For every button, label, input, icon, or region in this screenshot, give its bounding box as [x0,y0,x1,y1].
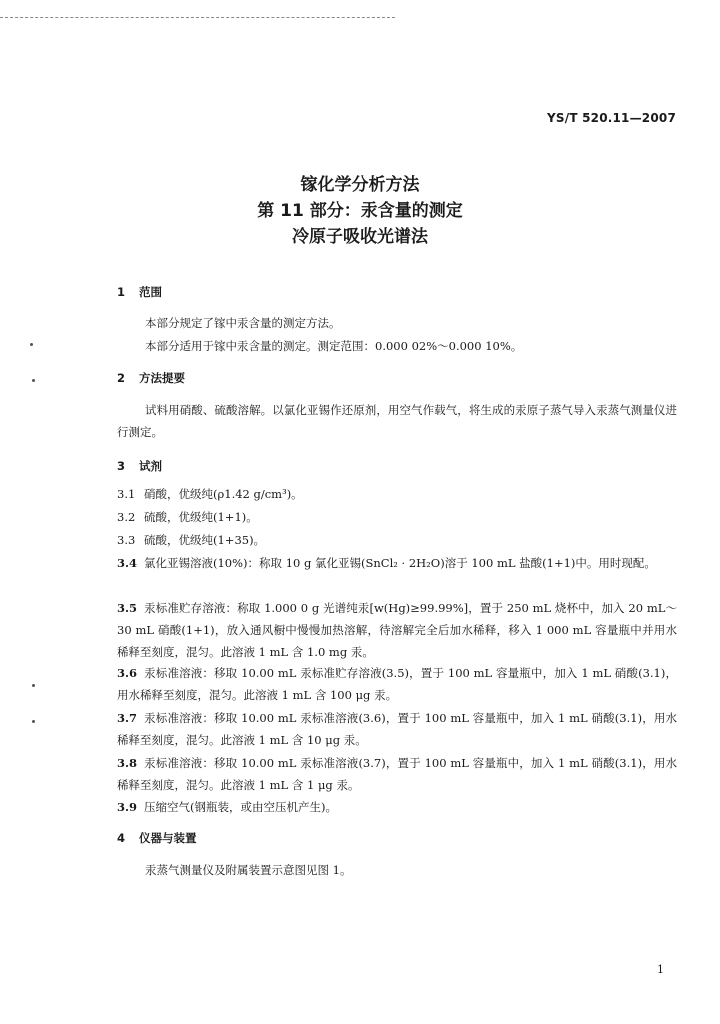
reagent-item [117,506,677,528]
document-title [0,172,720,250]
reagent-item [117,597,677,663]
item-number: 3.3 [117,533,136,547]
title-line-3: 冷原子吸收光谱法 [292,227,428,247]
margin-mark [32,684,35,687]
section-title: 仪器与装置 [139,831,197,845]
title-line-2: 第 11 部分：汞含量的测定 [257,201,463,221]
section-title: 范围 [139,285,162,299]
item-number: 3.2 [117,510,136,524]
paragraph: 汞蒸气测量仪及附属装置示意图见图 1。 [145,863,352,877]
item-text: 汞标准溶液：移取 10.00 mL 汞标准贮存溶液(3.5)，置于 100 mL 容量瓶中，加入 1 mL 硝酸(3.1)，用水稀释至刻度，混匀。此溶液 1 mL 含 100 μg 汞。 [117,666,677,702]
paragraph: 本部分适用于镓中汞含量的测定。测定范围：0.000 02%～0.000 10%。 [145,339,523,353]
paragraph: 试料用硝酸、硫酸溶解。以氯化亚锡作还原剂，用空气作载气，将生成的汞原子蒸气导入汞蒸气测量仪进行测定。 [117,403,677,439]
reagent-item [117,752,677,796]
section-number: 1 [117,285,126,299]
reagent-item [117,552,677,574]
item-text: 汞标准贮存溶液：称取 1.000 0 g 光谱纯汞[w(Hg)≥99.99%]，置于 250 mL 烧杯中，加入 20 mL～30 mL 硝酸(1+1)，放入通风橱中慢慢加热溶解，待溶解完全后加水稀释，移入 1 000 mL 容量瓶中并用水稀释至刻度，混匀。此溶液 1 mL 含 1.0 mg 汞。 [117,601,677,659]
item-text: 硫酸，优级纯(1+1)。 [144,510,258,524]
item-number: 3.6 [117,666,138,680]
item-text: 氯化亚锡溶液(10%)：称取 10 g 氯化亚锡(SnCl₂ · 2H₂O)溶于 100 mL 盐酸(1+1)中。用时现配。 [144,556,656,570]
item-number: 3.9 [117,800,138,814]
section-heading-method-summary [117,370,185,386]
scan-artifact-line [0,17,395,18]
item-text: 硝酸，优级纯(ρ1.42 g/cm³)。 [144,487,303,501]
section-heading-apparatus [117,830,197,846]
section-heading-reagents [117,458,162,474]
item-number: 3.4 [117,556,138,570]
reagent-item [117,529,677,551]
paragraph: 本部分规定了镓中汞含量的测定方法。 [145,316,341,330]
item-number: 3.5 [117,601,138,615]
margin-mark [32,720,35,723]
item-number: 3.7 [117,711,138,725]
item-text: 汞标准溶液：移取 10.00 mL 汞标准溶液(3.7)，置于 100 mL 容量瓶中，加入 1 mL 硝酸(3.1)，用水稀释至刻度，混匀。此溶液 1 mL 含 1 μg 汞。 [117,756,677,792]
margin-mark [30,343,33,346]
item-text: 压缩空气(钢瓶装，或由空压机产生)。 [144,800,337,814]
section-heading-scope [117,284,162,300]
item-text: 硫酸，优级纯(1+35)。 [144,533,266,547]
margin-mark [32,379,35,382]
title-line-1: 镓化学分析方法 [300,175,420,195]
reagent-item [117,707,677,751]
section-number: 2 [117,371,126,385]
reagent-item [117,662,677,706]
section-number: 3 [117,459,126,473]
reagent-item [117,796,677,818]
item-text: 汞标准溶液：移取 10.00 mL 汞标准溶液(3.6)，置于 100 mL 容量瓶中，加入 1 mL 硝酸(3.1)，用水稀释至刻度，混匀。此溶液 1 mL 含 10 μg 汞。 [117,711,677,747]
item-number: 3.1 [117,487,136,501]
standard-code: YS/T 520.11—2007 [547,111,676,125]
reagent-item [117,483,677,505]
item-number: 3.8 [117,756,138,770]
section-title: 方法提要 [139,371,185,385]
section-number: 4 [117,831,126,845]
page-number: 1 [657,963,664,976]
section-title: 试剂 [139,459,162,473]
